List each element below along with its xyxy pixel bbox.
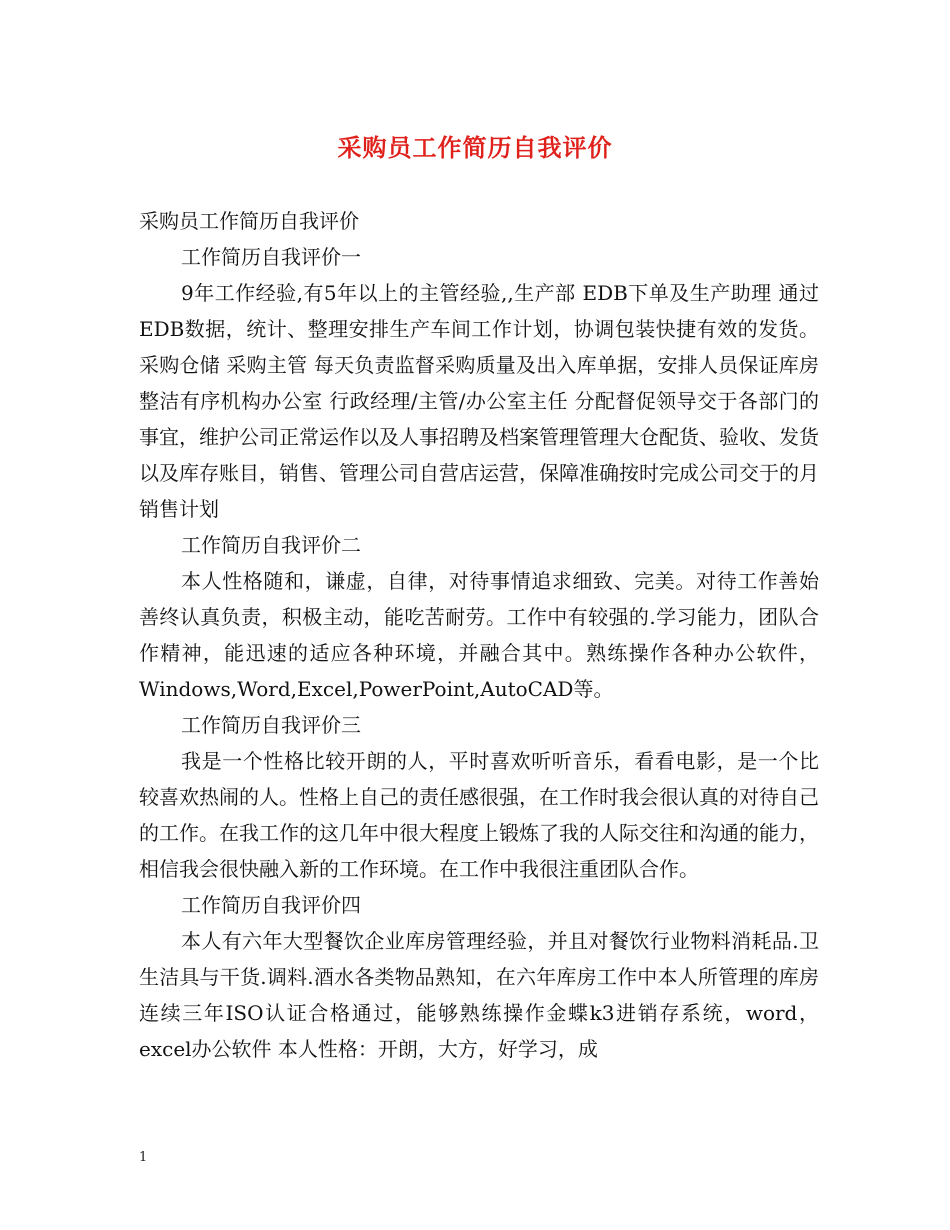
section-paragraph-1: 9年工作经验,有5年以上的主管经验,,生产部 EDB下单及生产助理 通过EDB数据，统计、整理安排生产车间工作计划，协调包装快捷有效的发货。采购仓储 采购主管 每天负责监督采购质量及出入库单据，安排人员保证库房整洁有序机构办公室 行政经理/主管/办公室主任 分配督促领导交于各部门的事宜，维护公司正常运作以及人事招聘及档案管理管理大仓配货、验收、发货以及库存账目，销售、管理公司自营店运营，保障准确按时完成公司交于的月销售计划 bbox=[139, 281, 819, 521]
section-paragraph-4: 本人有六年大型餐饮企业库房管理经验，并且对餐饮行业物料消耗品.卫生洁具与干货.调料.酒水各类物品熟知，在六年库房工作中本人所管理的库房连续三年ISO认证合格通过，能够熟练操作金蝶k3进销存系统，word，excel办公软件 本人性格：开朗，大方，好学习，成 bbox=[139, 929, 819, 1061]
section-paragraph-2: 本人性格随和，谦虚，自律，对待事情追求细致、完美。对待工作善始善终认真负责，积极主动，能吃苦耐劳。工作中有较强的.学习能力，团队合作精神，能迅速的适应各种环境，并融合其中。熟练操作各种办公软件，Windows,Word,Excel,PowerPoint,AutoCAD等。 bbox=[139, 569, 819, 701]
document-subtitle: 采购员工作简历自我评价 bbox=[139, 209, 359, 233]
document-title: 采购员工作简历自我评价 bbox=[337, 133, 613, 162]
section-heading-1: 工作简历自我评价一 bbox=[181, 245, 361, 269]
section-heading-4: 工作简历自我评价四 bbox=[181, 893, 361, 917]
section-heading-3: 工作简历自我评价三 bbox=[181, 713, 361, 737]
document-body bbox=[139, 203, 819, 1067]
section-heading-2: 工作简历自我评价二 bbox=[181, 533, 361, 557]
page-number: 1 bbox=[139, 1150, 148, 1165]
section-paragraph-3: 我是一个性格比较开朗的人，平时喜欢听听音乐，看看电影，是一个比较喜欢热闹的人。性格上自己的责任感很强，在工作时我会很认真的对待自己的工作。在我工作的这几年中很大程度上锻炼了我的人际交往和沟通的能力，相信我会很快融入新的工作环境。在工作中我很注重团队合作。 bbox=[139, 749, 819, 881]
